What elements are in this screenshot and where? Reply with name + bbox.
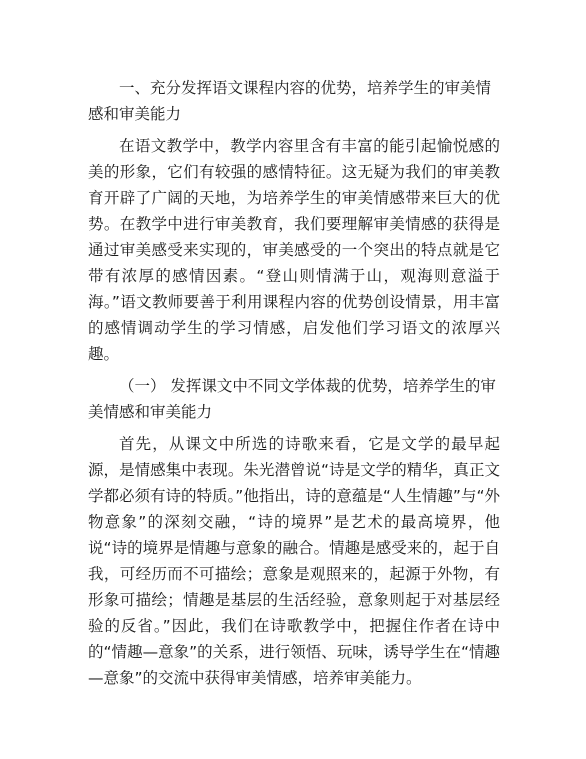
document-page — [88, 75, 500, 697]
subsection-heading: （一） 发挥课文中不同文学体裁的优势，培养学生的审美情感和审美能力 — [88, 377, 496, 421]
paragraph-poetry: 首先，从课文中所选的诗歌来看，它是文学的最早起源，是情感集中表现。朱光潜曾说“诗是文学的精华，真正文学都必须有诗的特质。”他指出，诗的意蕴是“人生情趣”与“外物意象”的深刻交融，“诗的境界”是艺术的最高境界，他说“诗的境界是情趣与意象的融合。情趣是感受来的，起于自我，可经历而不可描绘；意象是观照来的，起源于外物，有形象可描绘；情趣是基层的生活经验，意象则起于对基层经验的反省。”因此，我们在诗歌教学中，把握住作者在诗中的“情趣—意象”的关系，进行领悟、玩味，诱导学生在“情趣—意象”的交流中获得审美情感，培养审美能力。 — [88, 435, 500, 687]
section-heading: 一、充分发挥语文课程内容的优势，培养学生的审美情感和审美能力 — [88, 79, 492, 123]
paragraph-aesthetic-content: 在语文教学中，教学内容里含有丰富的能引起愉悦感的美的形象，它们有较强的感情特征。这无疑为我们的审美教育开辟了广阔的天地，为培养学生的审美情感带来巨大的优势。在教学中进行审美教育，我们要理解审美情感的获得是通过审美感受来实现的，审美感受的一个突出的特点就是它带有浓厚的感情因素。“登山则情满于山，观海则意溢于海。”语文教师要善于利用课程内容的优势创设情景，用丰富的感情调动学生的学习情感，启发他们学习语文的浓厚兴趣。 — [88, 137, 500, 363]
